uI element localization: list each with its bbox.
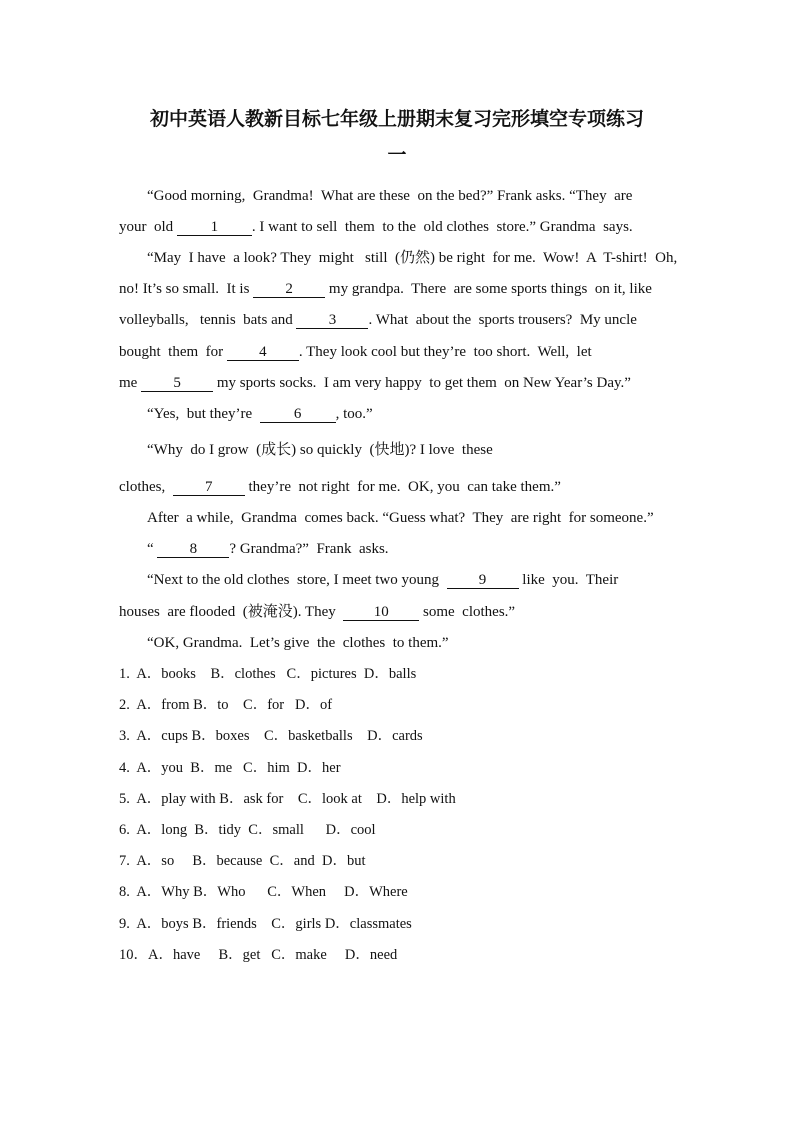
- text: . What about the sports trousers? My uncle: [368, 312, 637, 328]
- passage-line-13: [147, 570, 618, 590]
- passage-line-11: After a while, Grandma comes back. “Guess what? They are right for someone.”: [147, 510, 654, 526]
- passage-line-15: “OK, Grandma. Let’s give the clothes to them.”: [147, 635, 449, 651]
- passage-line-7: [119, 373, 631, 393]
- page-title-suffix: 一: [387, 144, 407, 166]
- blank-4[interactable]: 4: [227, 344, 299, 361]
- text: me: [119, 375, 142, 391]
- blank-9[interactable]: 9: [447, 572, 519, 589]
- blank-2[interactable]: 2: [253, 281, 325, 298]
- passage-line-1: “Good morning, Grandma! What are these on the bed?” Frank asks. “They are: [147, 188, 633, 204]
- passage-line-9: “Why do I grow (成长) so quickly (快地)? I love these: [147, 442, 493, 458]
- text: they’re not right for me. OK, you can take them.”: [244, 479, 561, 495]
- option-row-1: 1. A．books B．clothes C．pictures D．balls: [119, 666, 417, 682]
- blank-3[interactable]: 3: [296, 312, 368, 329]
- text: some clothes.”: [419, 604, 516, 620]
- option-row-3: 3. A．cups B．boxes C．basketballs D．cards: [119, 728, 423, 744]
- option-row-4: 4. A．you B．me C．him D．her: [119, 760, 341, 776]
- option-row-8: 8. A．Why B．Who C．When D．Where: [119, 884, 408, 900]
- text: volleyballs, tennis bats and: [119, 312, 297, 328]
- text: . I want to sell them to the old clothes store.” Grandma says.: [251, 219, 633, 235]
- text: my sports socks. I am very happy to get them on New Year’s Day.”: [213, 375, 631, 391]
- text: my grandpa. There are some sports things on it, like: [325, 281, 652, 297]
- blank-7[interactable]: 7: [173, 479, 245, 496]
- text: bought them for: [119, 344, 227, 360]
- text: . They look cool but they’re too short. Well, let: [298, 344, 592, 360]
- text: ? Grandma?” Frank asks.: [229, 541, 389, 557]
- option-row-10: 10．A．have B．get C．make D．need: [119, 947, 398, 963]
- text: “Next to the old clothes store, I meet two young: [147, 572, 447, 588]
- option-row-7: 7. A．so B．because C．and D．but: [119, 853, 366, 869]
- option-row-5: 5. A．play with B．ask for C．look at D．help with: [119, 791, 456, 807]
- passage-line-14: [119, 602, 515, 622]
- text: clothes,: [119, 479, 173, 495]
- passage-line-10: [119, 477, 561, 497]
- passage-line-12: [147, 539, 389, 559]
- blank-10[interactable]: 10: [343, 604, 419, 621]
- blank-6[interactable]: 6: [260, 406, 336, 423]
- passage-line-5: [119, 310, 637, 330]
- text: your old: [119, 219, 177, 235]
- passage-line-8: [147, 404, 373, 424]
- text: “: [147, 541, 158, 557]
- text: , too.”: [335, 406, 373, 422]
- option-row-2: 2. A．from B．to C．for D．of: [119, 697, 333, 713]
- blank-5[interactable]: 5: [141, 375, 213, 392]
- option-row-6: 6. A．long B．tidy C．small D．cool: [119, 822, 376, 838]
- passage-line-6: [119, 342, 592, 362]
- option-row-9: 9. A．boys B．friends C．girls D．classmates: [119, 916, 412, 932]
- text: houses are flooded (被淹没). They: [119, 604, 344, 620]
- passage-line-4: [119, 279, 652, 299]
- passage-line-2: [119, 217, 633, 237]
- text: “Yes, but they’re: [147, 406, 260, 422]
- blank-1[interactable]: 1: [177, 219, 252, 236]
- passage-line-3: “May I have a look? They might still (仍然) be right for me. Wow! A T-shirt! Oh,: [147, 250, 678, 266]
- page-title: 初中英语人教新目标七年级上册期末复习完形填空专项练习: [149, 108, 644, 130]
- blank-8[interactable]: 8: [157, 541, 229, 558]
- text: like you. Their: [518, 572, 619, 588]
- text: no! It’s so small. It is: [119, 281, 254, 297]
